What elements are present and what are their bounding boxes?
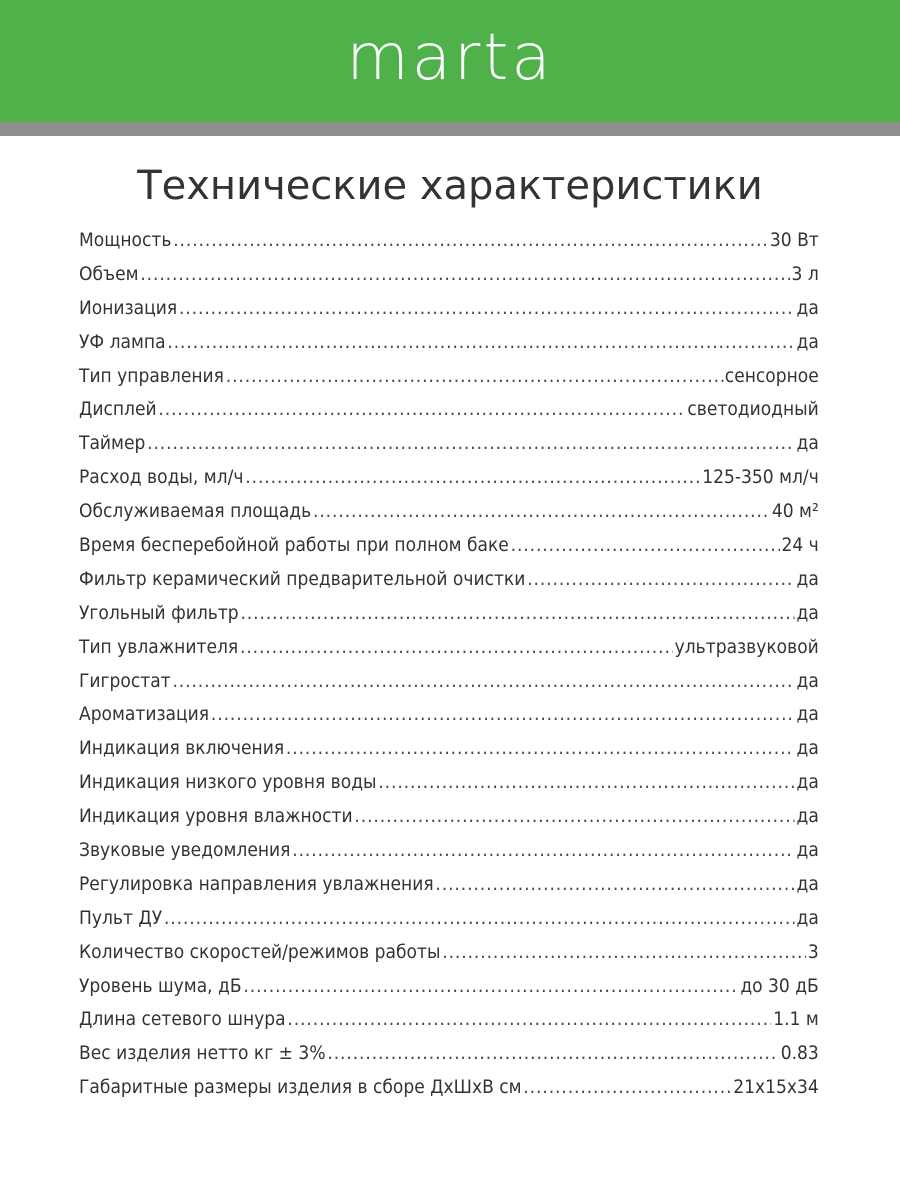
dot-leader	[286, 737, 795, 759]
dot-leader	[243, 975, 738, 997]
dot-leader	[354, 805, 794, 827]
dot-leader	[435, 873, 794, 895]
spec-value: до 30 дБ	[740, 974, 819, 997]
dot-leader	[292, 839, 794, 861]
spec-value: да	[796, 330, 819, 353]
spec-value: 3	[807, 940, 819, 963]
spec-label: Гигростат	[79, 669, 171, 692]
spec-value: да	[796, 839, 819, 862]
spec-row	[79, 907, 819, 941]
header-divider-stripe	[0, 122, 900, 136]
spec-value: да	[796, 601, 819, 624]
spec-label: Длина сетевого шнура	[79, 1008, 286, 1031]
spec-row	[79, 975, 819, 1009]
spec-row	[79, 568, 819, 602]
spec-value: 24 ч	[781, 534, 819, 557]
spec-label: Мощность	[79, 229, 172, 251]
spec-value: да	[796, 669, 819, 692]
dot-leader	[327, 1042, 779, 1064]
spec-row	[79, 805, 819, 839]
spec-label: Габаритные размеры изделия в сборе ДхШхВ см	[79, 1076, 522, 1099]
spec-row	[79, 331, 819, 365]
spec-label: Звуковые уведомления	[79, 839, 291, 862]
spec-value: да	[796, 567, 819, 590]
spec-row	[79, 839, 819, 873]
spec-row	[79, 365, 819, 399]
spec-value: да	[796, 703, 819, 726]
spec-label: Индикация уровня влажности	[79, 805, 353, 828]
spec-row	[79, 297, 819, 331]
dot-leader	[527, 568, 795, 590]
spec-row	[79, 500, 819, 534]
dot-leader	[211, 703, 795, 725]
spec-row	[79, 432, 819, 466]
spec-row	[79, 466, 819, 500]
spec-value: 30 Вт	[769, 229, 819, 251]
spec-value: да	[796, 872, 819, 895]
spec-value: ультразвуковой	[674, 635, 819, 658]
dot-leader	[511, 534, 780, 556]
spec-value: да	[796, 432, 819, 455]
dot-leader	[378, 771, 794, 793]
spec-row	[79, 873, 819, 907]
dot-leader	[147, 432, 795, 454]
spec-row	[79, 737, 819, 771]
dot-leader	[313, 500, 770, 522]
spec-value: 0.83	[780, 1042, 819, 1065]
spec-row	[79, 229, 819, 263]
spec-label: Объем	[79, 262, 139, 285]
dot-leader	[240, 636, 673, 658]
spec-row	[79, 398, 819, 432]
dot-leader	[164, 907, 795, 929]
spec-label: Ароматизация	[79, 703, 210, 726]
spec-value: да	[796, 296, 819, 319]
spec-value: да	[796, 805, 819, 828]
spec-row	[79, 1008, 819, 1042]
spec-label: Фильтр керамический предварительной очистки	[79, 567, 526, 590]
spec-row	[79, 1042, 819, 1076]
dot-leader	[226, 365, 723, 387]
spec-label: Ионизация	[79, 296, 178, 319]
spec-list	[79, 229, 819, 1110]
spec-label: Уровень шума, дБ	[79, 974, 242, 997]
brand-header	[0, 0, 900, 122]
spec-label: Время бесперебойной работы при полном баке	[79, 534, 509, 557]
spec-row	[79, 941, 819, 975]
spec-value: сенсорное	[724, 364, 819, 387]
spec-value: 1.1 м	[773, 1008, 819, 1031]
spec-row	[79, 1076, 819, 1110]
dot-leader	[523, 1076, 731, 1098]
dot-leader	[240, 602, 794, 624]
spec-value: 125-350 мл/ч	[702, 466, 819, 489]
dot-leader	[179, 297, 795, 319]
spec-label: Пульт ДУ	[79, 906, 163, 929]
spec-row	[79, 771, 819, 805]
page-title: Технические характеристики	[137, 163, 763, 209]
spec-label: УФ лампа	[79, 330, 166, 353]
spec-row	[79, 670, 819, 704]
spec-label: Вес изделия нетто кг ± 3%	[79, 1042, 326, 1065]
spec-label: Дисплей	[79, 398, 157, 421]
spec-label: Регулировка направления увлажнения	[79, 872, 434, 895]
dot-leader	[245, 466, 700, 488]
spec-label: Тип увлажнителя	[79, 635, 239, 658]
dot-leader	[167, 331, 794, 353]
spec-label: Индикация включения	[79, 737, 285, 760]
spec-label: Количество скоростей/режимов работы	[79, 940, 441, 963]
spec-label: Индикация низкого уровня воды	[79, 771, 377, 794]
spec-row	[79, 263, 819, 297]
spec-label: Таймер	[79, 432, 146, 455]
dot-leader	[172, 670, 794, 692]
spec-label: Тип управления	[79, 364, 224, 387]
dot-leader	[140, 263, 789, 285]
brand-logo: marta	[346, 21, 554, 95]
dot-leader	[287, 1008, 771, 1030]
spec-value: да	[796, 737, 819, 760]
dot-leader	[173, 229, 768, 251]
spec-row	[79, 636, 819, 670]
spec-label: Обслуживаемая площадь	[79, 500, 312, 523]
dot-leader	[442, 941, 806, 963]
spec-label: Угольный фильтр	[79, 601, 239, 624]
spec-value: 21х15х34	[733, 1076, 819, 1099]
spec-row	[79, 703, 819, 737]
spec-value: да	[796, 906, 819, 929]
spec-value: 3 л	[791, 262, 819, 285]
spec-value: 40 м²	[771, 500, 819, 523]
spec-value: да	[796, 771, 819, 794]
spec-value: светодиодный	[687, 398, 819, 421]
spec-label: Расход воды, мл/ч	[79, 466, 244, 489]
spec-row	[79, 534, 819, 568]
dot-leader	[158, 398, 685, 420]
spec-row	[79, 602, 819, 636]
